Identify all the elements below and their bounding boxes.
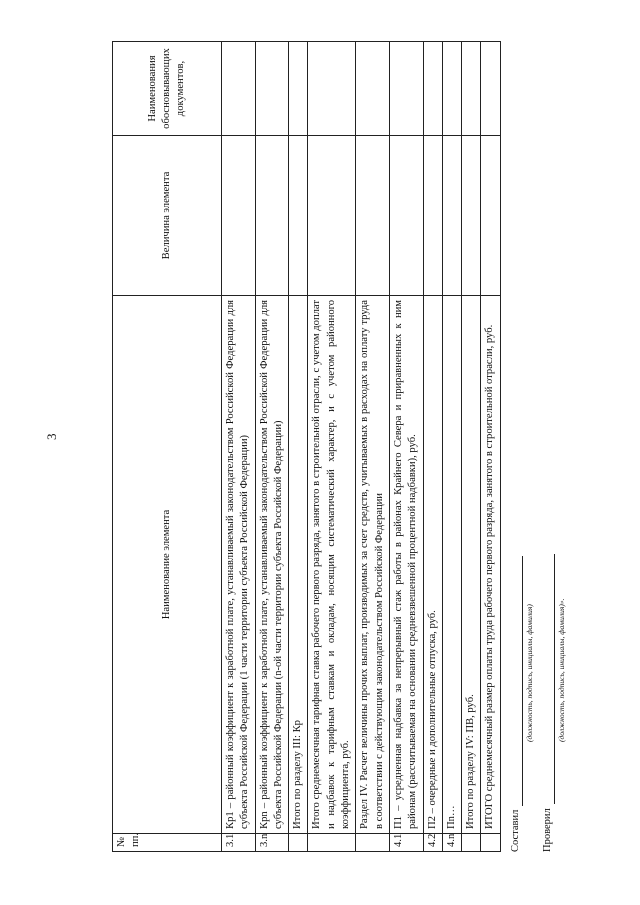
header-num: № пп. [113,834,222,852]
row-value [255,136,289,296]
row-num: 3.n [255,834,289,852]
compiled-by-label: Составил [509,809,521,852]
table-row [389,42,423,852]
row-value [289,136,308,296]
checked-by-caption: (должность, подпись, инициалы, фамилия)». [557,598,567,742]
document-sheet [112,42,567,852]
table-row [423,42,442,852]
row-docs [356,42,390,136]
page-number: 3 [44,433,59,440]
row-name: Итого по разделу III: Кр [289,296,308,834]
row-num [356,834,390,852]
row-value [423,136,442,296]
row-name: П1 – усредненная надбавка за непрерывный стаж работы в районах Крайнего Севера и приравненных к ним районам (рассчитываемая на основании средневзвешенной процентной надбавки), руб. [389,296,423,834]
row-docs [462,42,481,136]
row-name: П2 – очередные и дополнительные отпуска, руб. [423,296,442,834]
table-row [462,42,481,852]
row-value [222,136,256,296]
checked-by-label: Проверил [542,808,554,852]
header-docs: Наименования обосновывающих документов, [113,42,222,136]
row-name: Крn – районный коэффициент к заработной плате, устанавливаемый законодательством Российской Федерации для субъекта Российской Федерации (n-ой части территории субъекта Российской Федерации) [255,296,289,834]
table-row [308,42,356,852]
calculation-table [112,41,501,852]
table-row [289,42,308,852]
row-docs [442,42,461,136]
row-value [389,136,423,296]
row-docs [308,42,356,136]
table-row [255,42,289,852]
header-value: Величина элемента [113,136,222,296]
signature-block [509,42,568,852]
table-row [356,42,390,852]
row-value [462,136,481,296]
table-row [481,42,500,852]
row-num: 4.1 [389,834,423,852]
row-docs [222,42,256,136]
compiled-by-line [522,556,523,806]
row-docs [423,42,442,136]
row-value [308,136,356,296]
row-num [462,834,481,852]
header-name: Наименование элемента [113,296,222,834]
table-header-row [113,42,222,852]
row-name: ИТОГО среднемесячный размер оплаты труда рабочего первого разряда, занятого в строительной отрасли, руб. [481,296,500,834]
checked-by-row [541,42,555,852]
row-docs [289,42,308,136]
table-row [222,42,256,852]
table-row [442,42,461,852]
row-docs [255,42,289,136]
row-name: Кр1 – районный коэффициент к заработной плате, устанавливаемый законодательством Российской Федерации для субъекта Российской Федерации (1 части территории субъекта Российской Федерации) [222,296,256,834]
row-value [442,136,461,296]
row-name: Итого по разделу IV: ПВ, руб. [462,296,481,834]
row-name: Раздел IV. Расчет величины прочих выплат, производимых за счет средств, учитываемых в расходах на оплату труда в соответствии с действующим законодательством Российской Федерации [356,296,390,834]
row-docs [389,42,423,136]
row-num: 3.1 [222,834,256,852]
row-value [481,136,500,296]
checked-by-line [554,554,555,804]
row-name: Пn… [442,296,461,834]
compiled-by-caption: (должность, подпись, инициалы, фамилия) [524,604,534,742]
row-value [356,136,390,296]
row-num [289,834,308,852]
row-num [481,834,500,852]
compiled-by-row [509,42,523,852]
row-name: Итого среднемесячная тарифная ставка рабочего первого разряда, занятого в строительной отрасли, с учетом доплат и надбавок к тарифным ставкам и окладам, носящим систематический характер, и с учетом районного коэффициента, руб. [308,296,356,834]
row-docs [481,42,500,136]
row-num: 4.2 [423,834,442,852]
row-num [308,834,356,852]
row-num: 4.n [442,834,461,852]
